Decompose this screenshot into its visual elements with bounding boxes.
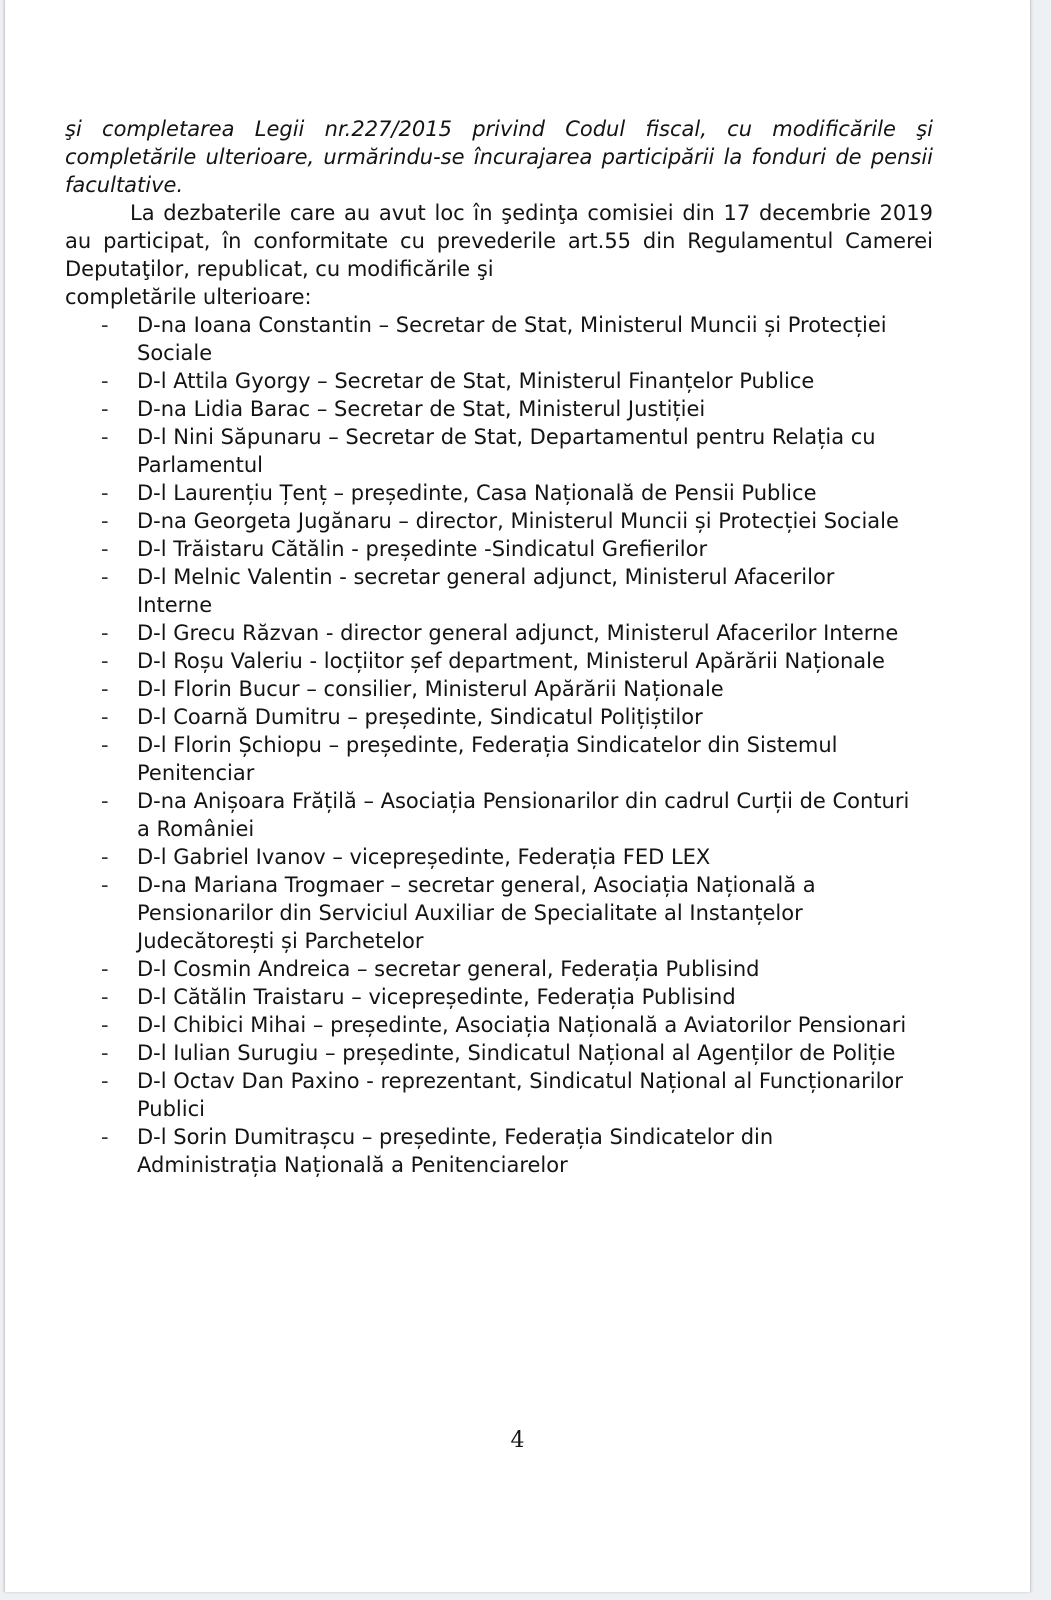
participant-text: D-l Cătălin Traistaru – vicepreședinte, Federația Publisind bbox=[137, 985, 736, 1009]
participant-text: D-l Melnic Valentin - secretar general adjunct, Ministerul Afacerilor Interne bbox=[137, 565, 835, 617]
participant-item bbox=[65, 955, 933, 983]
participant-item bbox=[65, 311, 933, 367]
participant-item bbox=[65, 647, 933, 675]
participants-intro-continuation: completările ulterioare: bbox=[65, 285, 312, 309]
page-content bbox=[65, 115, 933, 1179]
participant-item bbox=[65, 507, 933, 535]
participant-item bbox=[65, 563, 933, 619]
participant-item bbox=[65, 871, 933, 955]
page-number: 4 bbox=[510, 1428, 525, 1453]
participant-item bbox=[65, 703, 933, 731]
participant-text: D-na Lidia Barac – Secretar de Stat, Ministerul Justiției bbox=[137, 397, 706, 421]
participant-text: D-l Attila Gyorgy – Secretar de Stat, Ministerul Finanțelor Publice bbox=[137, 369, 815, 393]
participant-text: D-l Iulian Surugiu – președinte, Sindicatul Național al Agenților de Poliție bbox=[137, 1041, 896, 1065]
participant-text: D-na Anișoara Frățilă – Asociația Pensionarilor din cadrul Curții de Conturi a României bbox=[137, 789, 910, 841]
bullet-dash: - bbox=[101, 985, 109, 1009]
bullet-dash: - bbox=[101, 957, 109, 981]
bullet-dash: - bbox=[101, 733, 109, 757]
bullet-dash: - bbox=[101, 313, 109, 337]
participant-item bbox=[65, 731, 933, 787]
participant-item bbox=[65, 787, 933, 843]
bullet-dash: - bbox=[101, 1125, 109, 1149]
participants-intro-paragraph: La dezbaterile care au avut loc în şedinţa comisiei din 17 decembrie 2019 au participat, în conformitate cu prevederile art.55 din Regulamentul Camerei Deputaţilor, republicat, cu modificările şi bbox=[65, 201, 933, 281]
participant-item bbox=[65, 423, 933, 479]
bullet-dash: - bbox=[101, 1013, 109, 1037]
bullet-dash: - bbox=[101, 425, 109, 449]
participant-text: D-l Roșu Valeriu - locțiitor șef department, Ministerul Apărării Naționale bbox=[137, 649, 885, 673]
participant-item bbox=[65, 843, 933, 871]
bullet-dash: - bbox=[101, 677, 109, 701]
participant-item bbox=[65, 1067, 933, 1123]
participant-item bbox=[65, 1039, 933, 1067]
participant-text: D-l Octav Dan Paxino - reprezentant, Sindicatul Național al Funcționarilor Publici bbox=[137, 1069, 903, 1121]
bullet-dash: - bbox=[101, 537, 109, 561]
bullet-dash: - bbox=[101, 481, 109, 505]
bullet-dash: - bbox=[101, 873, 109, 897]
participant-text: D-l Grecu Răzvan - director general adjunct, Ministerul Afacerilor Interne bbox=[137, 621, 899, 645]
participant-text: D-l Trăistaru Cătălin - președinte -Sindicatul Grefierilor bbox=[137, 537, 708, 561]
participant-item bbox=[65, 367, 933, 395]
participant-text: D-l Cosmin Andreica – secretar general, Federația Publisind bbox=[137, 957, 760, 981]
bullet-dash: - bbox=[101, 565, 109, 589]
participant-text: D-l Laurențiu Țenț – președinte, Casa Națională de Pensii Publice bbox=[137, 481, 817, 505]
participant-text: D-na Georgeta Jugănaru – director, Ministerul Muncii și Protecției Sociale bbox=[137, 509, 899, 533]
participant-item bbox=[65, 479, 933, 507]
participant-text: D-l Chibici Mihai – președinte, Asociația Națională a Aviatorilor Pensionari bbox=[137, 1013, 907, 1037]
participants-list bbox=[65, 311, 933, 1179]
participant-item bbox=[65, 675, 933, 703]
participant-text: D-l Florin Bucur – consilier, Ministerul Apărării Naționale bbox=[137, 677, 724, 701]
participant-item bbox=[65, 395, 933, 423]
participant-item bbox=[65, 1011, 933, 1039]
participant-item bbox=[65, 535, 933, 563]
bullet-dash: - bbox=[101, 649, 109, 673]
intro-paragraph: şi completarea Legii nr.227/2015 privind Codul fiscal, cu modificările şi completările ulterioare, urmărindu-se încurajarea participării la fonduri de pensii facultative. bbox=[65, 117, 933, 197]
document-page bbox=[4, 0, 1031, 1592]
participant-text: D-l Florin Șchiopu – președinte, Federația Sindicatelor din Sistemul Penitenciar bbox=[137, 733, 838, 785]
participant-text: D-l Coarnă Dumitru – președinte, Sindicatul Polițiștilor bbox=[137, 705, 703, 729]
bullet-dash: - bbox=[101, 397, 109, 421]
bullet-dash: - bbox=[101, 789, 109, 813]
participant-item bbox=[65, 619, 933, 647]
bullet-dash: - bbox=[101, 509, 109, 533]
participant-text: D-na Ioana Constantin – Secretar de Stat, Ministerul Muncii și Protecției Sociale bbox=[137, 313, 887, 365]
participant-text: D-l Gabriel Ivanov – vicepreședinte, Federația FED LEX bbox=[137, 845, 711, 869]
bullet-dash: - bbox=[101, 1069, 109, 1093]
bullet-dash: - bbox=[101, 369, 109, 393]
bullet-dash: - bbox=[101, 705, 109, 729]
participant-item bbox=[65, 1123, 933, 1179]
bullet-dash: - bbox=[101, 1041, 109, 1065]
bullet-dash: - bbox=[101, 845, 109, 869]
participant-text: D-l Sorin Dumitrașcu – președinte, Federația Sindicatelor din Administrația Națională a Penitenciarelor bbox=[137, 1125, 774, 1177]
participant-item bbox=[65, 983, 933, 1011]
participant-text: D-na Mariana Trogmaer – secretar general, Asociația Națională a Pensionarilor din Serviciul Auxiliar de Specialitate al Instanțelor Judecătorești și Parchetelor bbox=[137, 873, 816, 953]
bullet-dash: - bbox=[101, 621, 109, 645]
participant-text: D-l Nini Săpunaru – Secretar de Stat, Departamentul pentru Relația cu Parlamentul bbox=[137, 425, 876, 477]
